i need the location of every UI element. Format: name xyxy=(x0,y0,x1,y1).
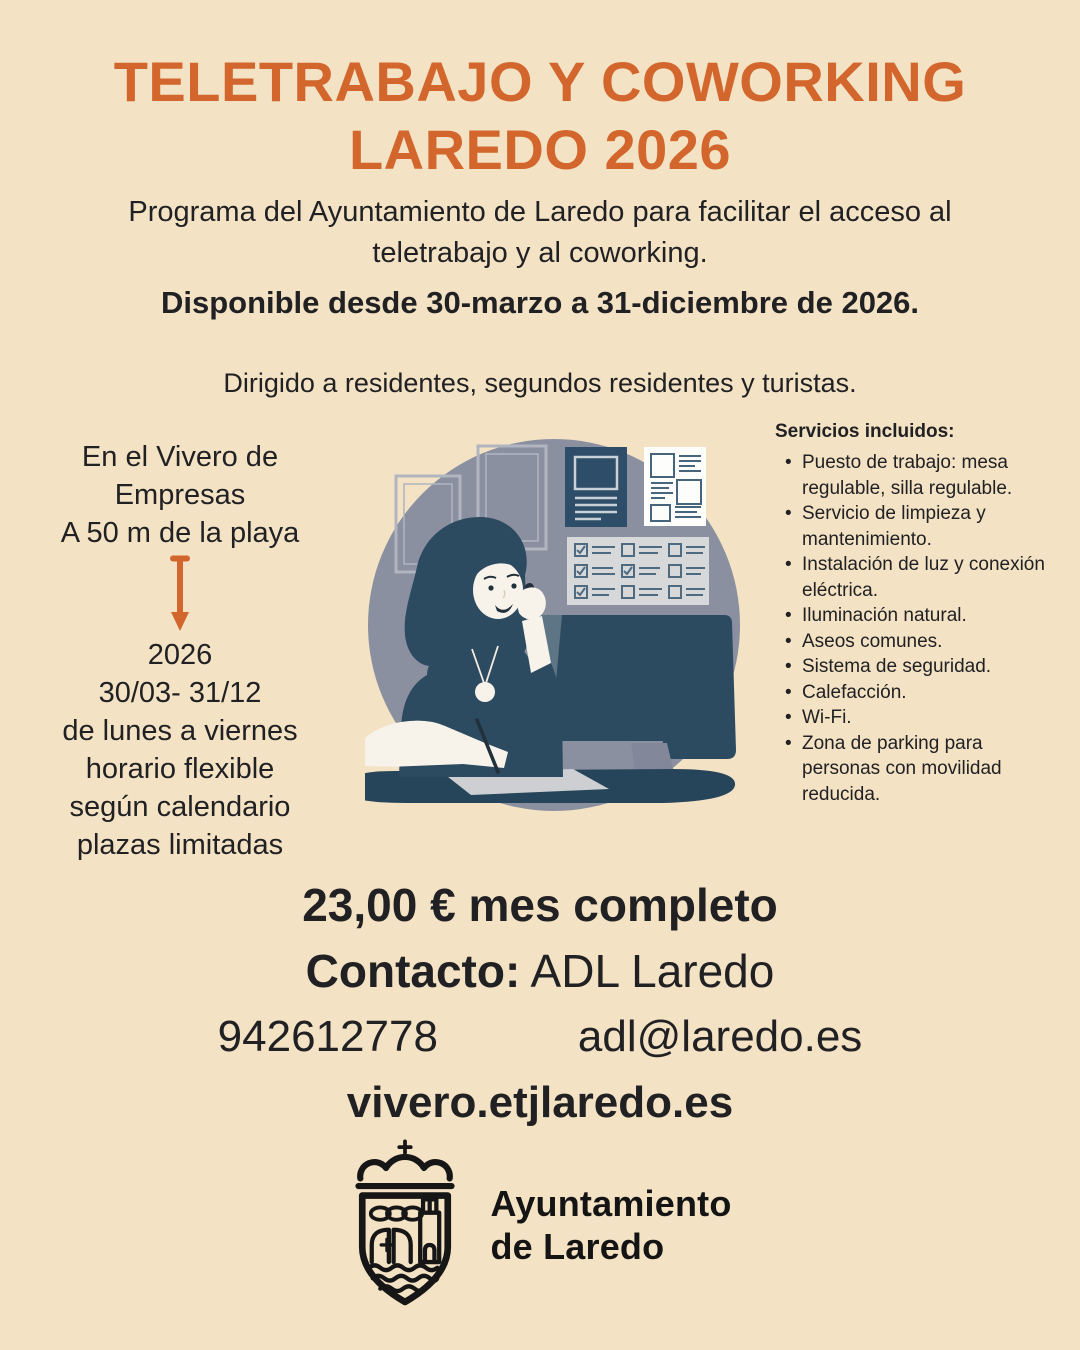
org-name xyxy=(490,1182,731,1268)
laredo-coat-of-arms-icon xyxy=(348,1138,462,1312)
intro-line1: Programa del Ayuntamiento de Laredo para facilitar el acceso al xyxy=(128,196,952,228)
schedule-line: horario flexible xyxy=(85,753,275,785)
schedule-line: de lunes a viernes xyxy=(62,715,298,747)
service-item: • Servicio de limpieza y mantenimiento. xyxy=(775,501,1053,552)
org-name-line1: Ayuntamiento xyxy=(490,1183,732,1224)
illustration-woman-computer xyxy=(365,425,750,820)
contact-line xyxy=(0,938,1080,1004)
venue-line: Empresas xyxy=(114,479,246,511)
availability-text: Disponible desde 30-marzo a 31-diciembre de 2026. xyxy=(160,285,920,320)
phone-number: 942612778 xyxy=(217,1012,438,1061)
org-name-line2: de Laredo xyxy=(490,1226,665,1267)
down-arrow-icon xyxy=(170,555,190,633)
wall-document-icon xyxy=(644,447,706,526)
website-url: vivero.etjlaredo.es xyxy=(346,1078,734,1127)
service-item: • Aseos comunes. xyxy=(775,629,1053,655)
phone-email-row xyxy=(0,1004,1080,1070)
schedule-line: según calendario xyxy=(69,791,291,823)
venue-schedule-column xyxy=(28,438,332,864)
footer-logo xyxy=(0,1138,1080,1312)
poster-title-line2: LAREDO 2026 xyxy=(348,118,732,181)
services-header: Servicios incluidos: xyxy=(775,421,955,442)
audience-text: Dirigido a residentes, segundos residentes y turistas. xyxy=(223,368,857,398)
price-text: 23,00 € mes completo xyxy=(302,879,778,931)
service-item: • Instalación de luz y conexión eléctrica. xyxy=(775,552,1053,603)
service-item: • Iluminación natural. xyxy=(775,603,1053,629)
service-item: • Sistema de seguridad. xyxy=(775,654,1053,680)
intro-text xyxy=(0,192,1080,274)
checklist-icon xyxy=(567,537,709,605)
schedule-line: 2026 xyxy=(147,639,213,671)
schedule-line: 30/03- 31/12 xyxy=(98,677,262,709)
service-item: • Wi-Fi. xyxy=(775,705,1053,731)
service-item: • Puesto de trabajo: mesa regulable, silla regulable. xyxy=(775,450,1053,501)
services-list xyxy=(775,450,1053,807)
service-item: • Zona de parking para personas con movilidad reducida. xyxy=(775,731,1053,808)
contact-block xyxy=(0,872,1080,1136)
poster-title-line1: TELETRABAJO Y COWORKING xyxy=(113,50,967,113)
email-address: adl@laredo.es xyxy=(577,1012,863,1061)
service-item: • Calefacción. xyxy=(775,680,1053,706)
contact-name: ADL Laredo xyxy=(530,945,775,997)
services-column xyxy=(775,420,1053,807)
venue-line: A 50 m de la playa xyxy=(60,517,300,549)
venue-line: En el Vivero de xyxy=(81,441,279,473)
contact-label: Contacto: xyxy=(305,945,521,997)
intro-line2: teletrabajo y al coworking. xyxy=(372,237,708,269)
schedule-line: plazas limitadas xyxy=(76,829,284,861)
poster-header xyxy=(0,48,1080,184)
wall-poster-icon xyxy=(565,447,627,527)
